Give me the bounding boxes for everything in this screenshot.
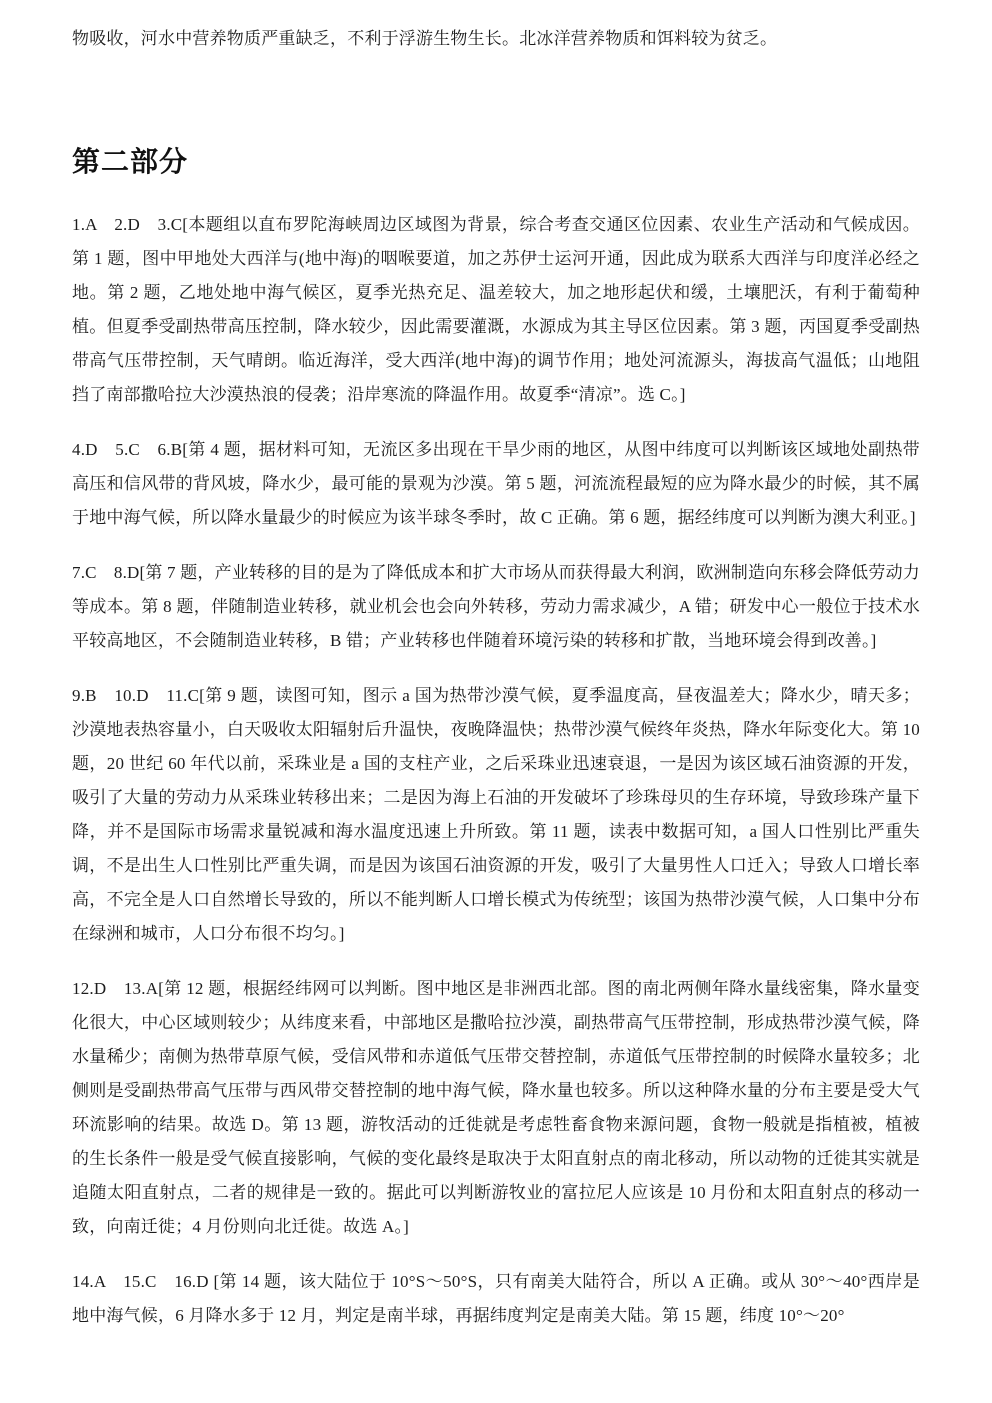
answer-explanation-paragraph-6: 14.A 15.C 16.D [第 14 题，该大陆位于 10°S～50°S，只有南美大陆符合，所以 A 正确。或从 30°～40°西岸是地中海气候，6 月降水多于 12 月，判定是南半球，再据纬度判定是南美大陆。第 15 题，纬度 10°～20°	[72, 1272, 920, 1325]
continued-paragraph: 物吸收，河水中营养物质严重缺乏，不利于浮游生物生长。北冰洋营养物质和饵料较为贫乏。	[72, 29, 778, 48]
answer-explanation-paragraph-3: 7.C 8.D[第 7 题，产业转移的目的是为了降低成本和扩大市场从而获得最大利润，欧洲制造向东移会降低劳动力等成本。第 8 题，伴随制造业转移，就业机会也会向外转移，劳动力需求减少，A 错；研发中心一般位于技术水平较高地区，不会随制造业转移，B 错；产业转移也伴随着环境污染的转移和扩散，当地环境会得到改善。]	[72, 563, 920, 650]
answer-explanation-paragraph-2: 4.D 5.C 6.B[第 4 题，据材料可知，无流区多出现在干旱少雨的地区，从图中纬度可以判断该区域地处副热带高压和信风带的背风坡，降水少，最可能的景观为沙漠。第 5 题，河流流程最短的应为降水最少的时候，其不属于地中海气候，所以降水量最少的时候应为该半球冬季时，故 C 正确。第 6 题，据经纬度可以判断为澳大利亚。]	[72, 440, 920, 527]
answer-explanation-paragraph-5: 12.D 13.A[第 12 题，根据经纬网可以判断。图中地区是非洲西北部。图的南北两侧年降水量线密集，降水量变化很大，中心区域则较少；从纬度来看，中部地区是撒哈拉沙漠，副热带高气压带控制，形成热带沙漠气候，降水量稀少；南侧为热带草原气候，受信风带和赤道低气压带交替控制，赤道低气压带控制的时候降水量较多；北侧则是受副热带高气压带与西风带交替控制的地中海气候，降水量也较多。所以这种降水量的分布主要是受大气环流影响的结果。故选 D。第 13 题，游牧活动的迁徙就是考虑牲畜食物来源问题，食物一般就是指植被，植被的生长条件一般是受气候直接影响，气候的变化最终是取决于太阳直射点的南北移动，所以动物的迁徙其实就是追随太阳直射点，二者的规律是一致的。据此可以判断游牧业的富拉尼人应该是 10 月份和太阳直射点的移动一致，向南迁徙；4 月份则向北迁徙。故选 A。]	[72, 979, 920, 1236]
section-heading: 第二部分	[72, 146, 189, 177]
answer-explanation-paragraph-4: 9.B 10.D 11.C[第 9 题，读图可知，图示 a 国为热带沙漠气候，夏季温度高，昼夜温差大；降水少，晴天多；沙漠地表热容量小，白天吸收太阳辐射后升温快，夜晚降温快；热带沙漠气候终年炎热，降水年际变化大。第 10 题，20 世纪 60 年代以前，采珠业是 a 国的支柱产业，之后采珠业迅速衰退，一是因为该区域石油资源的开发，吸引了大量的劳动力从采珠业转移出来；二是因为海上石油的开发破坏了珍珠母贝的生存环境，导致珍珠产量下降，并不是国际市场需求量锐减和海水温度迅速上升所致。第 11 题，读表中数据可知，a 国人口性别比严重失调，不是出生人口性别比严重失调，而是因为该国石油资源的开发，吸引了大量男性人口迁入；导致人口增长率高，不完全是人口自然增长导致的，所以不能判断人口增长模式为传统型；该国为热带沙漠气候，人口集中分布在绿洲和城市，人口分布很不均匀。]	[72, 686, 920, 943]
answer-explanation-paragraph-1: 1.A 2.D 3.C[本题组以直布罗陀海峡周边区域图为背景，综合考查交通区位因素、农业生产活动和气候成因。第 1 题，图中甲地处大西洋与(地中海)的咽喉要道，加之苏伊士运河开通，因此成为联系大西洋与印度洋必经之地。第 2 题，乙地处地中海气候区，夏季光热充足、温差较大，加之地形起伏和缓，土壤肥沃，有利于葡萄种植。但夏季受副热带高压控制，降水较少，因此需要灌溉，水源成为其主导区位因素。第 3 题，丙国夏季受副热带高气压带控制，天气晴朗。临近海洋，受大西洋(地中海)的调节作用；地处河流源头，海拔高气温低；山地阻挡了南部撒哈拉大沙漠热浪的侵袭；沿岸寒流的降温作用。故夏季“清凉”。选 C。]	[72, 215, 920, 404]
